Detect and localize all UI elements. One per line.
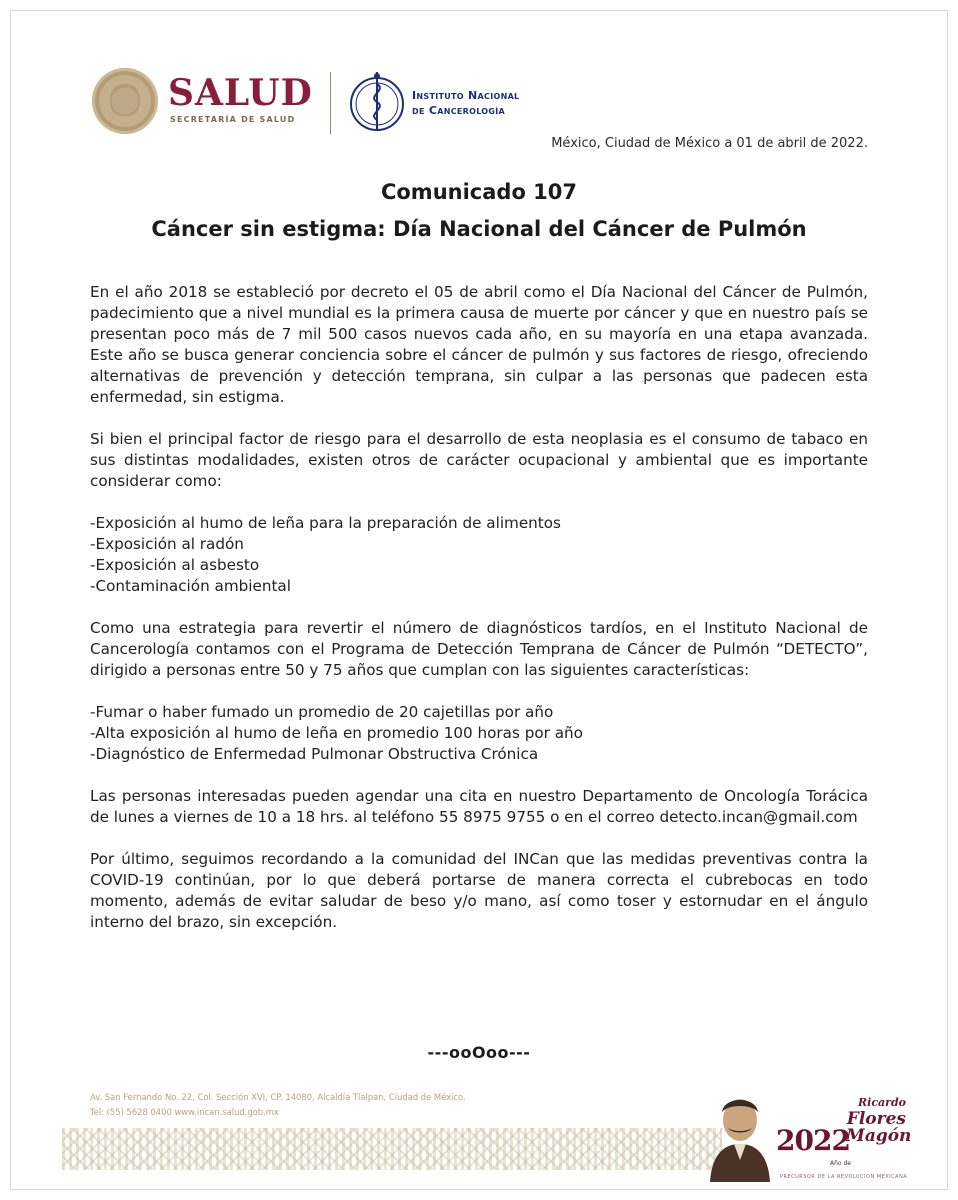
footer-contact: Tel: (55) 5628 0400 www.incan.salud.gob.mx [90, 1107, 279, 1117]
incan-emblem-icon [347, 70, 407, 134]
salud-logo-title: SALUD [168, 72, 313, 114]
logo-divider [330, 72, 331, 134]
list-item: -Exposición al asbesto [90, 556, 260, 574]
document-subtitle: Cáncer sin estigma: Día Nacional del Cáncer de Pulmón [151, 217, 807, 241]
commemoration-caption: PRECURSOR DE LA REVOLUCIÓN MEXICANA [780, 1174, 908, 1180]
commemoration-name [846, 1094, 912, 1146]
decorative-pattern-band [62, 1128, 722, 1170]
year-logo-sub: Año de [830, 1160, 851, 1167]
document-title: Comunicado 107 [380, 180, 578, 204]
list-item: -Exposición al humo de leña para la preparación de alimentos [90, 514, 561, 532]
paragraph-5: Por último, seguimos recordando a la comunidad del INCan que las medidas preventivas contra la COVID-19 continúan, por lo que deberá portarse de manera correcta el cubrebocas en todo momento, además de evitar saludar de beso y/o mano, así como toser y estornudar en el ángulo interno del brazo, sin excepción. [90, 850, 868, 931]
eligibility-list [90, 702, 868, 765]
salud-logo-subtitle: SECRETARÍA DE SALUD [170, 115, 296, 124]
paragraph-2: Si bien el principal factor de riesgo para el desarrollo de esta neoplasia es el consumo de tabaco en sus distintas modalidades, existen otros de carácter ocupacional y ambiental que es importante considerar como: [90, 430, 868, 490]
risk-factors-list [90, 513, 868, 597]
list-item: -Contaminación ambiental [90, 577, 291, 595]
footer-address-block [90, 1090, 466, 1120]
closing-mark: ---ooOoo--- [427, 1043, 531, 1062]
ricardo-flores-magon-portrait-icon [706, 1090, 774, 1182]
incan-line-2: de Cancerología [412, 104, 506, 117]
name-line-1: Ricardo [858, 1096, 906, 1109]
mexico-seal-icon [92, 68, 158, 134]
incan-logo-text [412, 88, 519, 118]
paragraph-4: Las personas interesadas pueden agendar una cita en nuestro Departamento de Oncología Torácica de lunes a viernes de 10 a 18 hrs. al teléfono 55 8975 9755 o en el correo detecto.incan@gmail.com [90, 787, 868, 826]
place-date: México, Ciudad de México a 01 de abril de 2022. [551, 136, 868, 151]
paragraph-3: Como una estrategia para revertir el número de diagnósticos tardíos, en el Instituto Nacional de Cancerología contamos con el Programa de Detección Temprana de Cáncer de Pulmón “DETECTO”, dirigido a personas entre 50 y 75 años que cumplan con las siguientes características: [90, 619, 868, 679]
list-item: -Fumar o haber fumado un promedio de 20 cajetillas por año [90, 703, 554, 721]
incan-line-1: Instituto Nacional [412, 89, 520, 102]
list-item: -Alta exposición al humo de leña en promedio 100 horas por año [90, 724, 583, 742]
salud-logo [92, 66, 322, 136]
footer-address: Av. San Fernando No. 22, Col. Sección XVI, CP. 14080, Alcaldía Tlalpan, Ciudad de México. [90, 1092, 466, 1102]
paragraph-1: En el año 2018 se estableció por decreto el 05 de abril como el Día Nacional del Cáncer de Pulmón, padecimiento que a nivel mundial es la primera causa de muerte por cáncer y que en nuestro país se presentan poco más de 7 mil 500 casos nuevos cada año, en su mayoría en una etapa avanzada. Este año se busca generar conciencia sobre el cáncer de pulmón y sus factores de riesgo, ofreciendo alternativas de prevención y detección temprana, sin culpar a las personas que padecen esta enfermedad, sin estigma. [90, 283, 868, 406]
name-line-3: Magón [846, 1126, 912, 1146]
year-logo: 2022 [776, 1124, 850, 1157]
list-item: -Diagnóstico de Enfermedad Pulmonar Obstructiva Crónica [90, 745, 539, 763]
document-body [90, 282, 868, 933]
list-item: -Exposición al radón [90, 535, 244, 553]
name-line-2: Flores [846, 1109, 906, 1129]
